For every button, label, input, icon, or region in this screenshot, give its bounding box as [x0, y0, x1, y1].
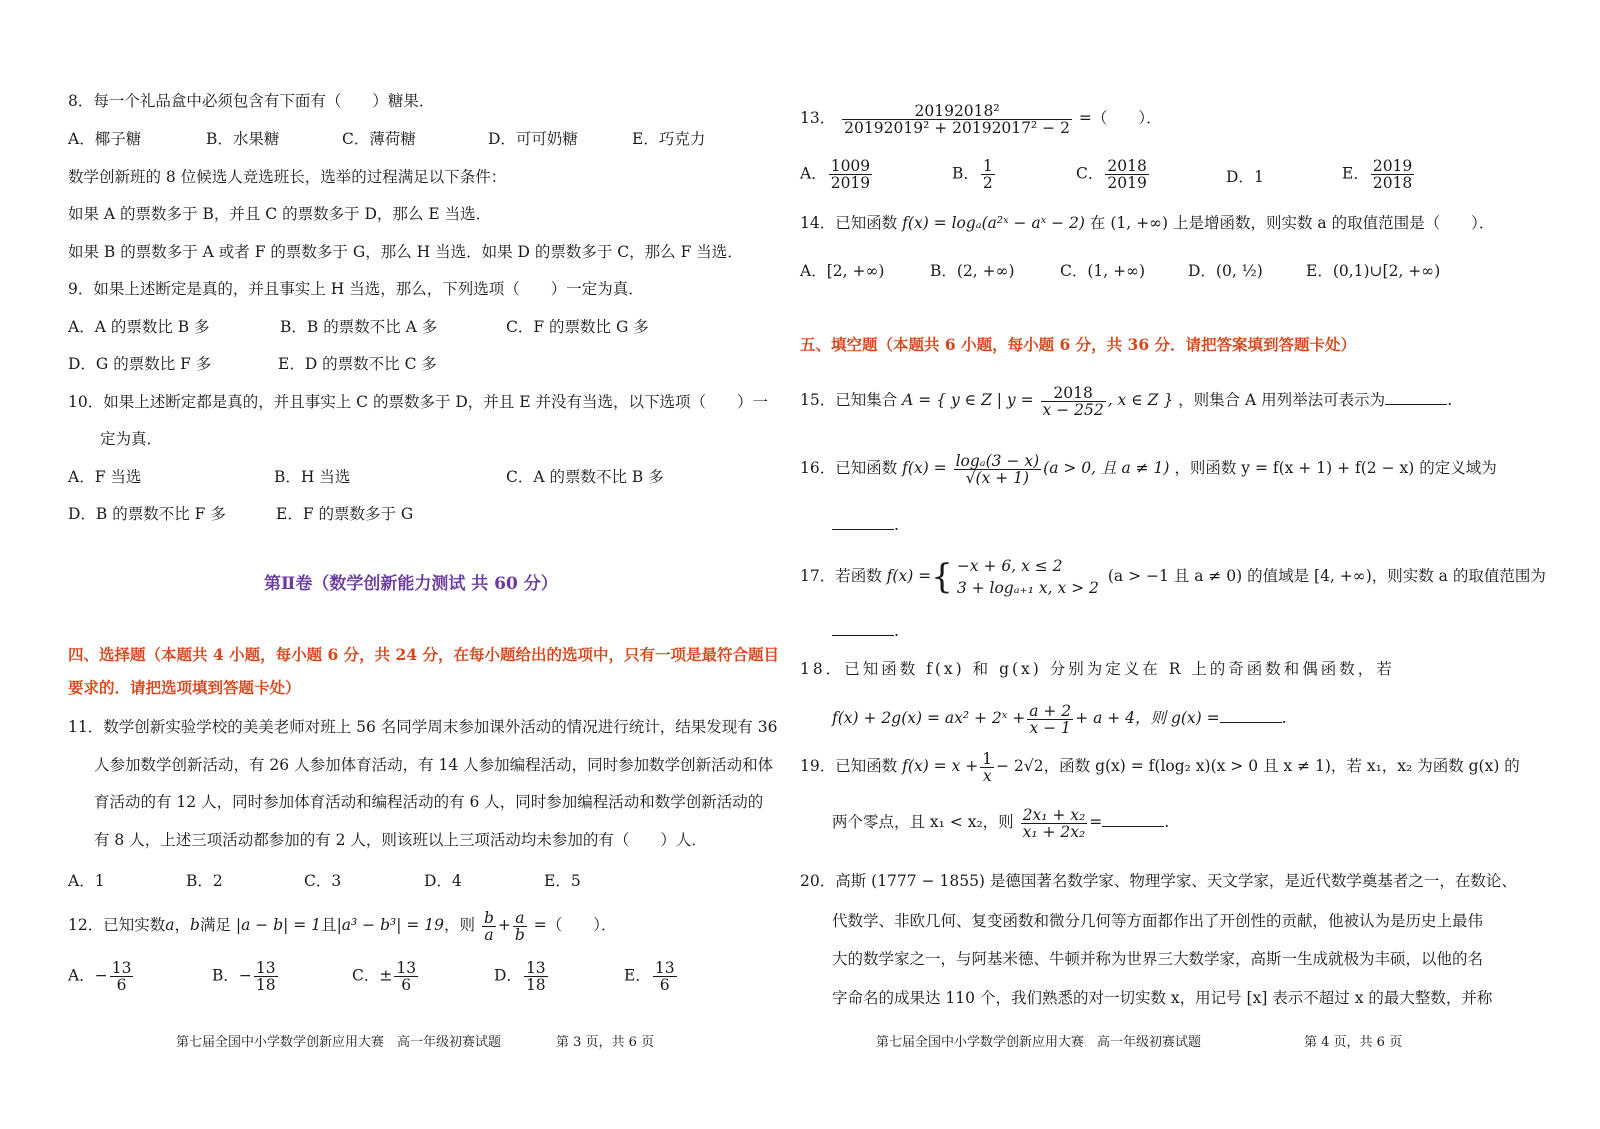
q13-option-e: E． $\frac{2019}{2018}$ — [1342, 157, 1413, 192]
part-2-title: 第Ⅱ卷（数学创新能力测试 共 60 分） — [264, 574, 558, 594]
q11-line-1: 11．数学创新实验学校的美美老师对班上 56 名同学周末参加课外活动的情况进行统计，结果发现有 36 — [68, 718, 778, 736]
q13-option-d: D．1 — [1226, 168, 1264, 186]
q10-stem-line-1: 10．如果上述断定都是真的，并且事实上 C 的票数多于 D，并且 E 并没有当选，以下选项（ ）一 — [68, 393, 768, 411]
q9-stem: 9．如果上述断定是真的，并且事实上 H 当选，那么，下列选项（ ）一定为真． — [68, 280, 644, 298]
q17-stem: 17．若函数 f(x) ={ −x + 6, x ≤ 2 3 + logₐ₊₁ x, x > 2 (a > −1 且 a ≠ 0) 的值域是 [4, +∞)，则实数 a 的取值范围为 — [800, 557, 1546, 597]
q11-option-b: B．2 — [186, 872, 223, 890]
section-4-heading-line-1: 四、选择题（本题共 4 小题，每小题 6 分，共 24 分，在每小题给出的选项中，只有一项是最符合题目 — [68, 645, 780, 664]
q9-option-b: B．B 的票数不比 A 多 — [280, 318, 438, 336]
q11-line-2: 人参加数学创新活动，有 26 人参加体育活动，有 14 人参加编程活动，同时参加数学创新活动和体 — [94, 756, 774, 774]
q8-option-a: A．椰子糖 — [68, 130, 142, 148]
q19-line-2: 两个零点，且 x₁ < x₂，则 $\frac{\text{2x₁ + x₂}}{\text{x₁ + 2x₂}}$ = . — [832, 805, 1170, 841]
q16-blank: . — [832, 514, 899, 536]
q15-stem: 15．已知集合 A = { y ∈ Z | y = $\frac{2018}{x - 252}$ , x ∈ Z } ，则集合 A 用列举法可表示为 . — [800, 383, 1453, 419]
q8-option-e: E．巧克力 — [632, 130, 706, 148]
footer-right-title: 第七届全国中小学数学创新应用大赛 高一年级初赛试题 — [876, 1035, 1202, 1050]
q16-stem: 16．已知函数 f(x) = $\frac{\text{logₐ(3 − x)}}{√(x + 1)}$ (a > 0, 且 a ≠ 1) ，则函数 y = f(x + 1) + f(2 − x) 的定义域为 — [800, 451, 1497, 487]
q8-option-b: B．水果糖 — [206, 130, 280, 148]
q12-option-b: B．− $\frac{13}{18}$ — [212, 959, 276, 994]
q10-option-b: B．H 当选 — [274, 468, 351, 486]
right-page — [800, 0, 1600, 1129]
q11-line-3: 育活动的有 12 人，同时参加体育活动和编程活动的有 6 人，同时参加编程活动和数学创新活动的 — [94, 793, 764, 811]
q10-option-d: D．B 的票数不比 F 多 — [68, 505, 226, 523]
q13-option-a: A． $\frac{1009}{2019}$ — [800, 157, 871, 192]
section-5-heading: 五、填空题（本题共 6 小题，每小题 6 分，共 36 分．请把答案填到答题卡处） — [800, 335, 1357, 354]
q12-option-c: C．± $\frac{13}{6}$ — [352, 959, 417, 994]
footer-left-page: 第 3 页，共 6 页 — [556, 1035, 655, 1050]
q8-option-c: C．薄荷糖 — [342, 130, 416, 148]
q19-line-1: 19．已知函数 f(x) = x + $\frac{1}{x}$ − 2√2，函数 g(x) = f(log₂ x)(x > 0 且 x ≠ 1)，若 x₁，x₂ 为函数 g(x) 的 — [800, 749, 1520, 785]
q10-option-e: E．F 的票数多于 G — [276, 505, 414, 523]
q11-line-4: 有 8 人，上述三项活动都参加的有 2 人，则该班以上三项活动均未参加的有（ ）人． — [94, 831, 707, 849]
q20-line-2: 代数学、非欧几何、复变函数和微分几何等方面都作出了开创性的贡献，他被认为是历史上最伟 — [832, 912, 1484, 930]
q20-line-1: 20．高斯 (1777 − 1855) 是德国著名数学家、物理学家、天文学家，是近代数学奠基者之一，在数论、 — [800, 872, 1517, 890]
q17-blank: . — [832, 620, 899, 642]
q20-line-3: 大的数学家之一，与阿基米德、牛顿并称为世界三大数学家，高斯一生成就极为丰硕，以他的名 — [832, 950, 1484, 968]
q9-option-d: D．G 的票数比 F 多 — [68, 355, 212, 373]
q14-stem: 14．已知函数 f(x) = logₐ(a²ˣ − aˣ − 2) 在 (1, +∞) 上是增函数，则实数 a 的取值范围是（ ）． — [800, 214, 1495, 232]
q18-line-1: 18．已知函数 f(x) 和 g(x) 分别为定义在 R 上的奇函数和偶函数，若 — [800, 660, 1395, 678]
q20-line-4: 字命名的成果达 110 个，我们熟悉的对一切实数 x，用记号 [x] 表示不超过 x 的最大整数，并称 — [832, 989, 1493, 1007]
q11-option-a: A．1 — [68, 872, 105, 890]
q14-option-d: D．(0, ½) — [1188, 262, 1263, 280]
q9-option-a: A．A 的票数比 B 多 — [68, 318, 210, 336]
q12-option-e: E． $\frac{13}{6}$ — [624, 959, 675, 994]
q12-option-d: D． $\frac{13}{18}$ — [494, 959, 546, 994]
q11-option-d: D．4 — [424, 872, 462, 890]
q14-option-e: E．(0,1)∪[2, +∞) — [1306, 262, 1441, 280]
q12-stem: 12．已知实数a，b满足 |a − b| = 1且|a³ − b³| = 19，则 $\frac{b}{a}$ + $\frac{a}{b}$ =（ ）． — [68, 908, 617, 944]
q10-option-a: A．F 当选 — [68, 468, 142, 486]
intro-line-3: 如果 B 的票数多于 A 或者 F 的票数多于 G，那么 H 当选．如果 D 的票数多于 C，那么 F 当选． — [68, 243, 743, 261]
footer-left-title: 第七届全国中小学数学创新应用大赛 高一年级初赛试题 — [176, 1035, 502, 1050]
q9-option-e: E．D 的票数不比 C 多 — [278, 355, 437, 373]
q13-stem: 13． $\frac{\text{20192018²}}{\text{20192019² + 20192017² − 2}}$ =（ ）． — [800, 101, 1162, 137]
q14-option-a: A．[2, +∞) — [800, 262, 885, 280]
q13-option-c: C． $\frac{2018}{2019}$ — [1076, 157, 1147, 192]
footer-right-page: 第 4 页，共 6 页 — [1304, 1035, 1403, 1050]
intro-line-1: 数学创新班的 8 位候选人竞选班长，选举的过程满足以下条件： — [68, 168, 507, 186]
section-4-heading-line-2: 要求的．请把选项填到答题卡处） — [68, 678, 301, 697]
q8-stem: 8．每一个礼品盒中必须包含有下面有（ ）糖果． — [68, 92, 435, 110]
q18-line-2: f(x) + 2g(x) = ax² + 2ˣ + $\frac{a + 2}{x - 1}$ + a + 4，则 g(x) = . — [832, 701, 1287, 737]
q10-stem-line-2: 定为真． — [100, 430, 163, 448]
q9-option-c: C．F 的票数比 G 多 — [506, 318, 649, 336]
intro-line-2: 如果 A 的票数多于 B，并且 C 的票数多于 D，那么 E 当选． — [68, 205, 492, 223]
q10-option-c: C．A 的票数不比 B 多 — [506, 468, 664, 486]
q11-option-c: C．3 — [304, 872, 342, 890]
q13-option-b: B． $\frac{1}{2}$ — [952, 157, 993, 192]
q12-option-a: A．− $\frac{13}{6}$ — [68, 959, 132, 994]
q14-option-b: B．(2, +∞) — [930, 262, 1015, 280]
q11-option-e: E．5 — [544, 872, 581, 890]
q14-option-c: C．(1, +∞) — [1060, 262, 1146, 280]
q8-option-d: D．可可奶糖 — [488, 130, 578, 148]
